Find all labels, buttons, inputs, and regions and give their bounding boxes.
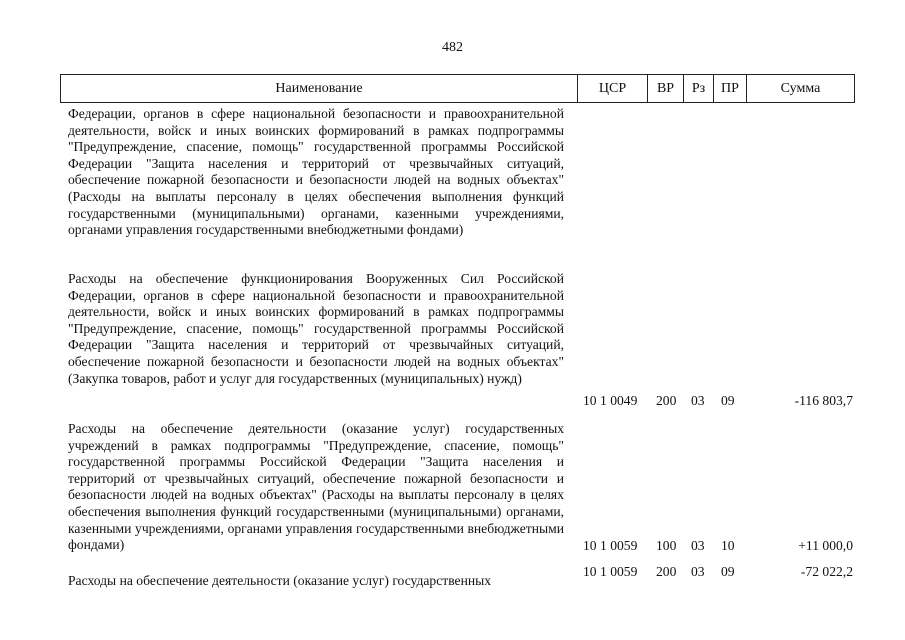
row-vr: 100: [656, 538, 677, 553]
row-vr: 200: [656, 393, 677, 408]
row-csr: 10 1 0059: [583, 564, 638, 579]
row-rz: 03: [691, 538, 705, 553]
row-description: Расходы на обеспечение деятельности (оказание услуг) государственных учреждений в рамках подпрограммы "Предупреждение, спасение, помощь" государственной программы Российской Федерации "Защита населения и территорий от чрезвычайных ситуаций, обеспечение пожарной безопасности и безопасности людей на водных объектах" (Расходы на выплаты персоналу в целях обеспечения выполнения функций государственными (муниципальными) органами, казенными учреждениями, органами управления государственными внебюджетными фондами): [68, 421, 564, 553]
row-pr: 09: [721, 393, 735, 408]
header-rz: Рз: [683, 75, 713, 102]
row-csr: 10 1 0049: [583, 393, 638, 408]
row-vr: 200: [656, 564, 677, 579]
row-description: Расходы на обеспечение функционирования Вооруженных Сил Российской Федерации, органов в сфере национальной безопасности и правоохранительной деятельности, войск и иных воинских формирований в рамках подпрограммы "Предупреждение, спасение, помощь" государственной программы Российской Федерации "Защита населения и территорий от чрезвычайных ситуаций, обеспечение пожарной безопасности и безопасности людей на водных объектах" (Закупка товаров, работ и услуг для государственных (муниципальных) нужд): [68, 271, 564, 386]
row-pr: 09: [721, 564, 735, 579]
header-sum: Сумма: [746, 75, 854, 102]
table-header: [60, 74, 855, 103]
row-sum: -116 803,7: [794, 393, 853, 408]
row-description: Федерации, органов в сфере национальной безопасности и правоохранительной деятельности, войск и иных воинских формирований в рамках подпрограммы "Предупреждение, спасение, помощь" государственной программы Российской Федерации "Защита населения и территорий от чрезвычайных ситуаций, обеспечение пожарной безопасности и безопасности людей на водных объектах" (Расходы на выплаты персоналу в целях обеспечения выполнения функций государственными (муниципальными) органами, казенными учреждениями, органами управления государственными внебюджетными фондами): [68, 106, 564, 238]
row-csr: 10 1 0059: [583, 538, 638, 553]
row-sum: +11 000,0: [798, 538, 853, 553]
row-rz: 03: [691, 393, 705, 408]
header-pr: ПР: [713, 75, 746, 102]
row-pr: 10: [721, 538, 735, 553]
header-csr: ЦСР: [577, 75, 647, 102]
row-sum: -72 022,2: [800, 564, 853, 579]
row-rz: 03: [691, 564, 705, 579]
row-description: Расходы на обеспечение деятельности (оказание услуг) государственных: [68, 573, 492, 588]
header-vr: ВР: [647, 75, 683, 102]
header-name: Наименование: [275, 81, 363, 96]
page-number: 482: [442, 40, 463, 55]
